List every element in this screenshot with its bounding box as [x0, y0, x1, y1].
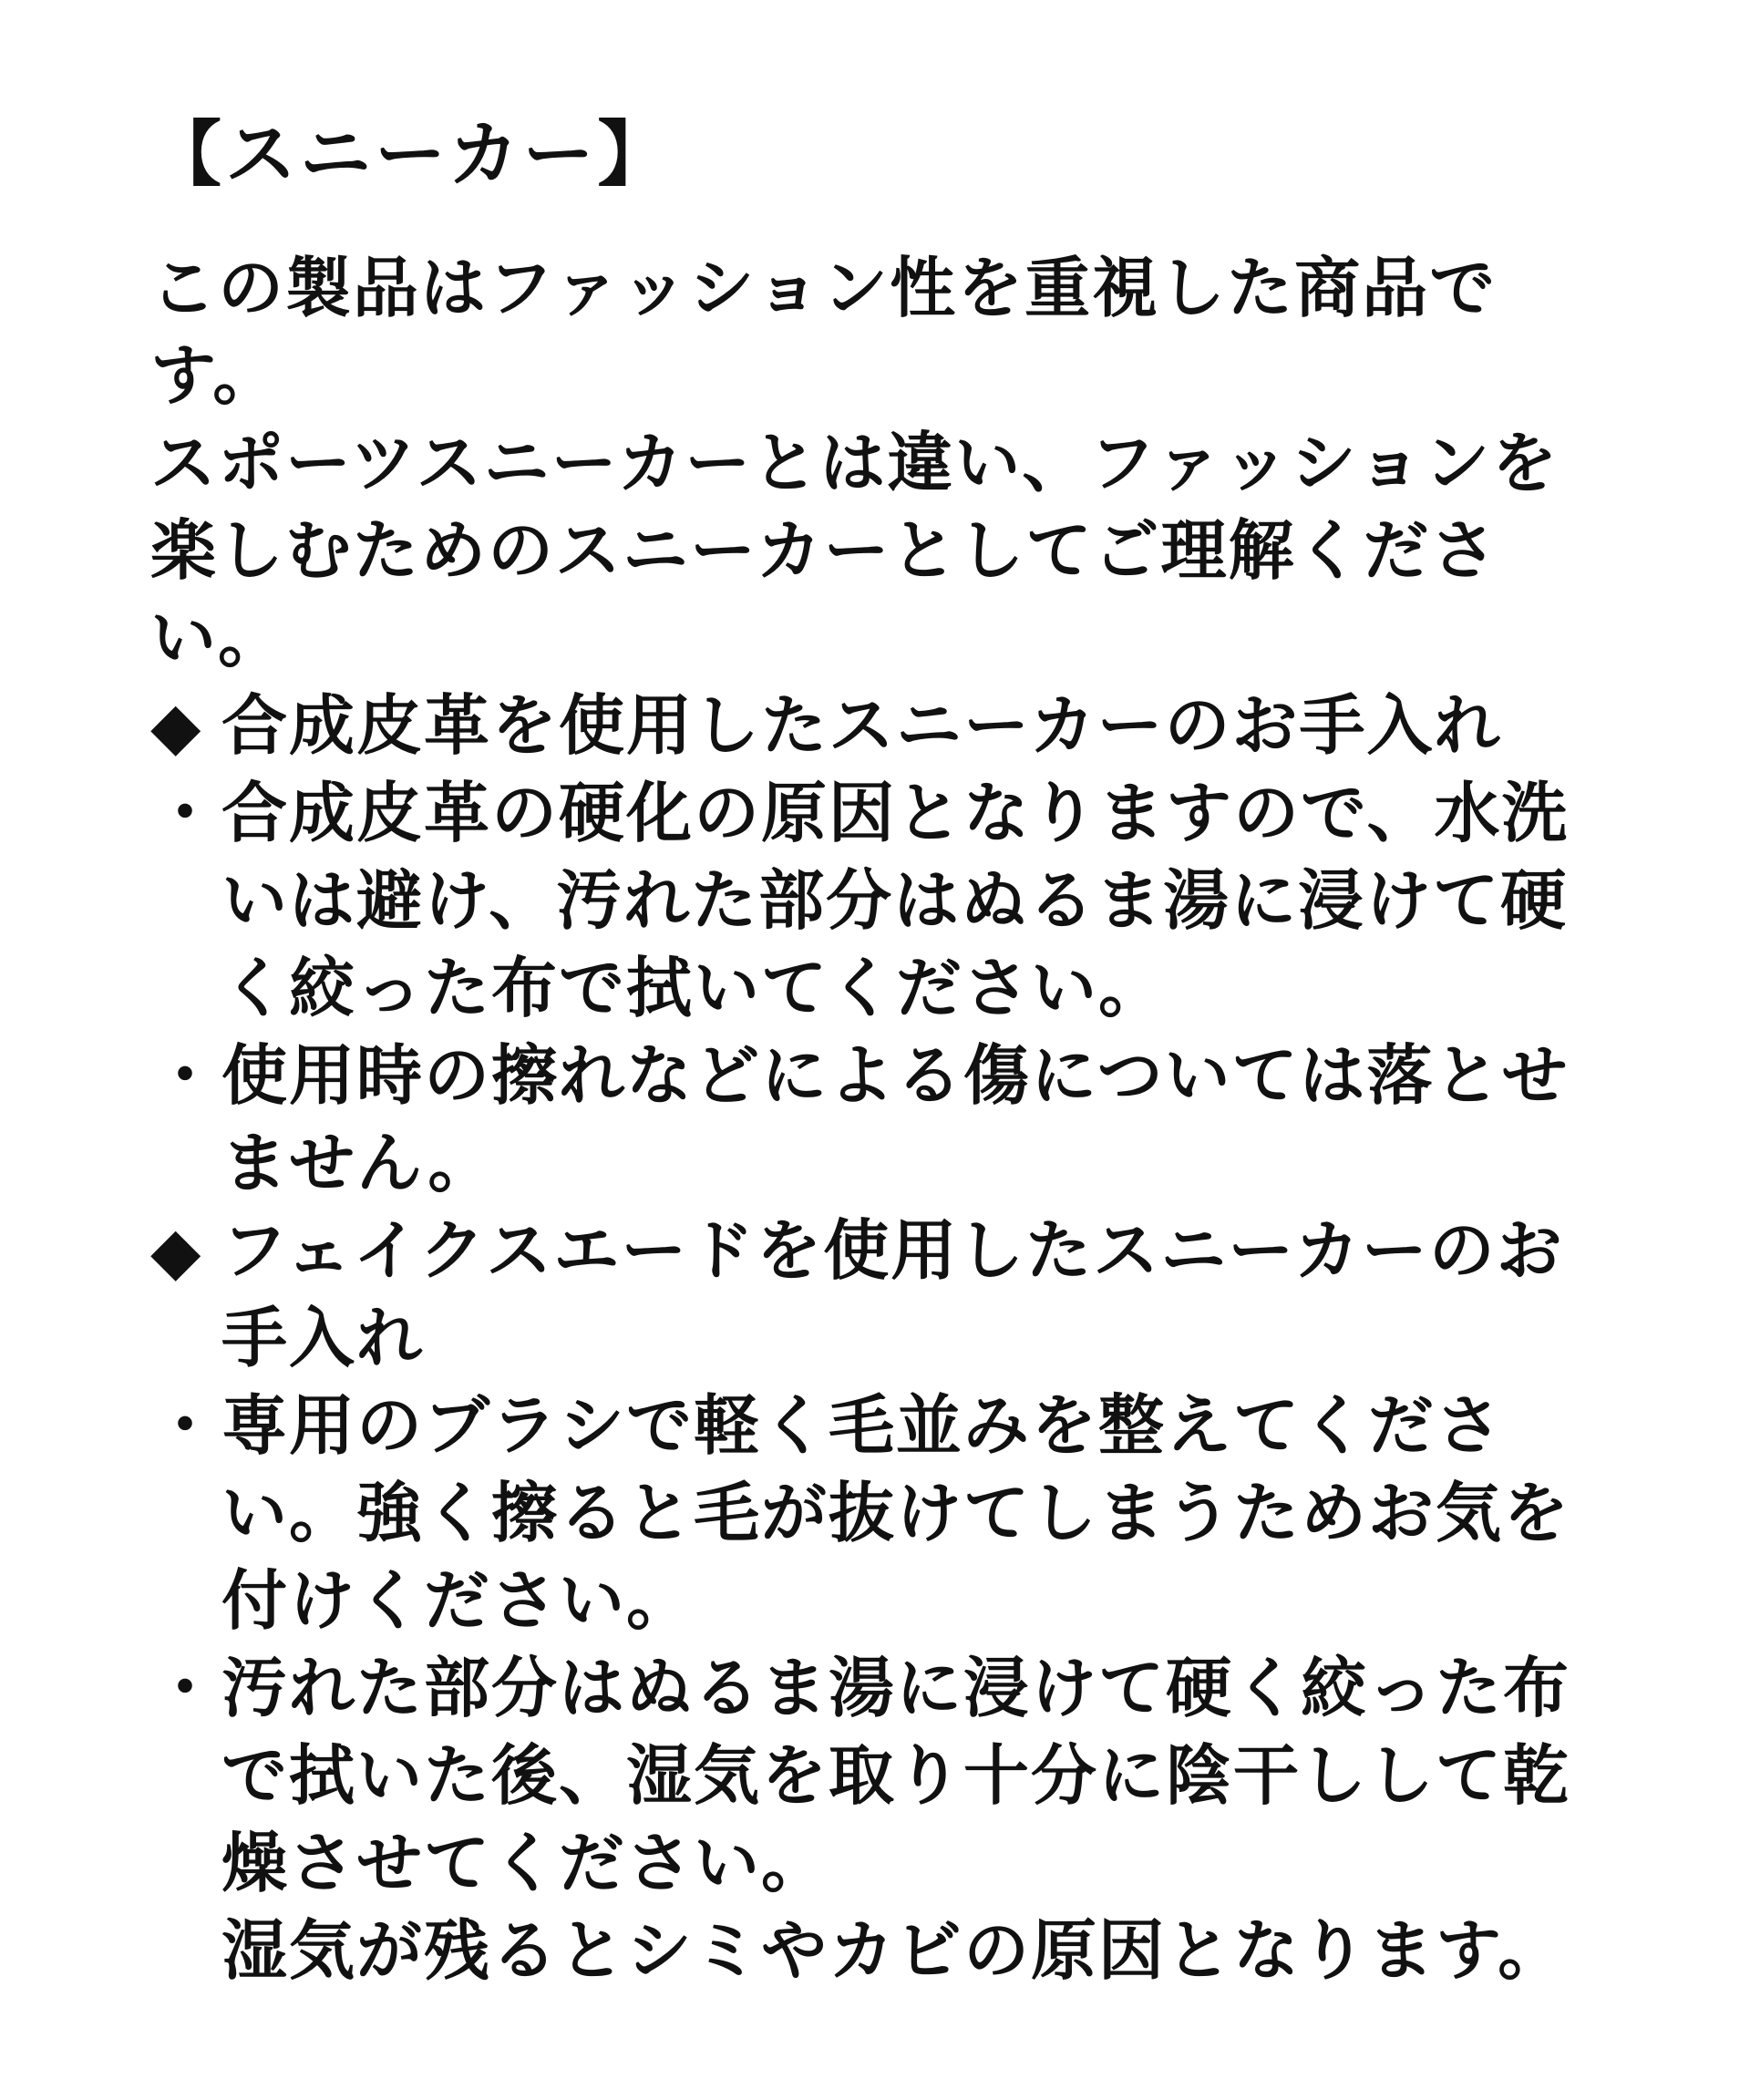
section-heading [150, 682, 1600, 769]
intro-paragraph: スポーツスニーカーとは違い、ファッションを楽しむためのスニーカーとしてご理解ください。 [150, 425, 1560, 676]
bullet-dot-icon: ・ [151, 1037, 220, 1114]
faux-suede-section [150, 1207, 1600, 1994]
list-item-text: 使用時の擦れなどによる傷については落とせません。 [221, 1037, 1570, 1201]
intro-text [150, 244, 1600, 682]
care-instructions-document [150, 109, 1600, 1994]
section-heading-text: 合成皮革を使用したスニーカーのお手入れ [221, 687, 1502, 764]
list-item-text: 合成皮革の硬化の原因となりますので、水洗いは避け、汚れた部分はぬるま湯に浸けて硬く絞った布で拭いてください。 [221, 775, 1570, 1026]
bullet-dot-icon: ・ [151, 1650, 220, 1726]
list-item-note: 湿気が残るとシミやカビの原因となります。 [221, 1912, 1566, 1989]
list-item [150, 769, 1600, 1032]
section-heading [150, 1207, 1600, 1382]
bullet-dot-icon: ・ [151, 1387, 220, 1464]
list-item-text: 汚れた部分はぬるま湯に浸けて硬く絞った布で拭いた後、湿気を取り十分に陰干しして乾燥させてください。 [221, 1650, 1571, 1901]
list-item-text: 専用のブラシで軽く毛並みを整えてください。強く擦ると毛が抜けてしまうためお気を付けください。 [221, 1387, 1571, 1639]
diamond-bullet-icon: ◆ [150, 1212, 203, 1289]
section-heading-text: フェイクスエードを使用したスニーカーのお手入れ [221, 1212, 1564, 1376]
synthetic-leather-section [150, 682, 1600, 1207]
list-item [150, 1382, 1600, 1644]
document-title: 【スニーカー】 [150, 114, 673, 196]
intro-paragraph: この製品はファッション性を重視した商品です。 [150, 250, 1498, 414]
diamond-bullet-icon: ◆ [150, 687, 203, 764]
bullet-dot-icon: ・ [151, 775, 220, 851]
list-item [150, 1032, 1600, 1207]
list-item [150, 1644, 1600, 1994]
